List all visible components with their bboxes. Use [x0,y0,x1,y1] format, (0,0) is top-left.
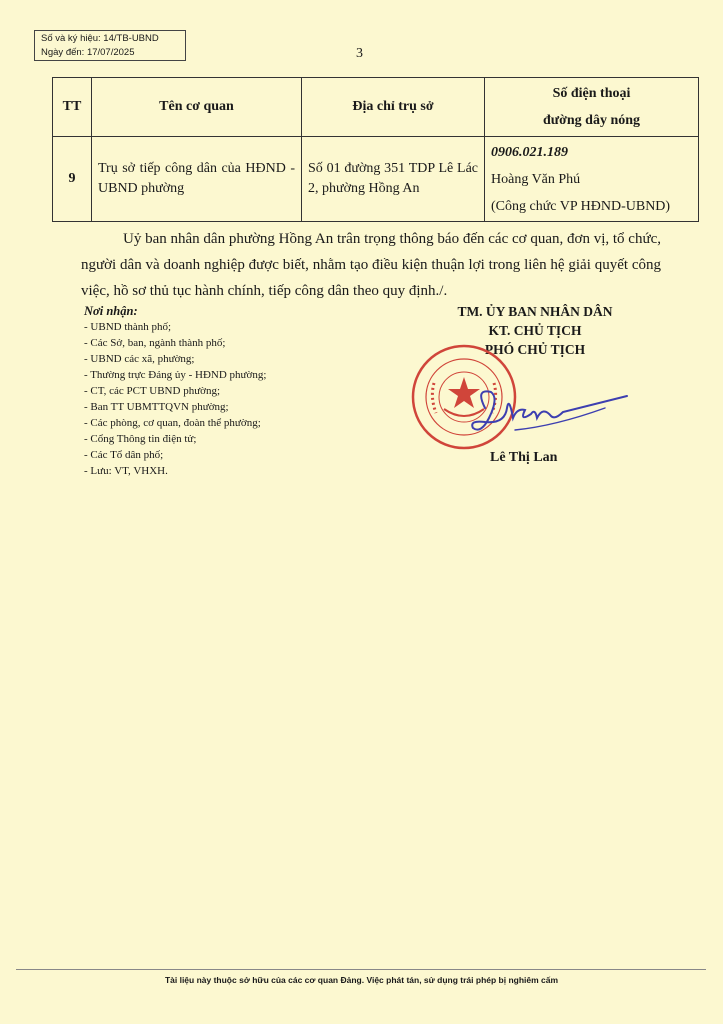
recipients-title: Nơi nhận: [84,304,138,318]
hotline-number: 0906.021.189 [491,144,568,160]
header-name: Tên cơ quan [92,78,302,137]
list-item: - UBND thành phố; [84,321,172,333]
agency-table [52,77,699,222]
received-date: Ngày đến: 17/07/2025 [41,47,135,58]
header-phone-line1: Số điện thoại [552,86,631,101]
handwritten-signature [455,378,635,448]
footer-notice: Tài liệu này thuộc sở hữu của các cơ quan Đảng. Việc phát tán, sử dụng trái phép bị nghiêm cấm [164,975,559,985]
header-tt: TT [53,78,92,137]
recipients-list [84,303,266,479]
list-item: - Các phòng, cơ quan, đoàn thể phường; [84,417,261,429]
list-item: - CT, các PCT UBND phường; [84,385,221,397]
list-item: - Lưu: VT, VHXH. [84,465,168,477]
signature-line3: PHÓ CHỦ TỊCH [484,342,586,357]
signature-line2: KT. CHỦ TỊCH [488,323,582,338]
notice-paragraph: Uỷ ban nhân dân phường Hồng An trân trọng thông báo đến các cơ quan, đơn vị, tổ chức, người dân và doanh nghiệp được biết, nhằm tạo điều kiện thuận lợi trong liên hệ giải quyết công việc, hồ sơ thủ tục hành chính, tiếp công dân theo quy định./. [81,231,661,299]
footer-divider [16,969,706,970]
list-item: - UBND các xã, phường; [84,353,195,365]
header-phone [485,78,699,137]
row-name: Trụ sở tiếp công dân của HĐND - UBND phường [92,137,302,222]
list-item: - Các Tổ dân phố; [84,449,164,461]
row-address: Số 01 đường 351 TDP Lê Lác 2, phường Hồng An [302,137,485,222]
contact-role: (Công chức VP HĐND-UBND) [491,198,671,214]
list-item: - Thường trực Đảng ủy - HĐND phường; [84,369,267,381]
table-header-row [53,78,699,137]
page-number: 3 [356,46,363,61]
header-phone-line2: đường dây nóng [542,113,641,128]
signature-line1: TM. ỦY BAN NHÂN DÂN [457,304,613,319]
row-tt: 9 [53,137,92,222]
signer-name: Lê Thị Lan [490,450,558,465]
list-item: - Ban TT UBMTTQVN phường; [84,401,229,413]
table-row [53,137,699,222]
contact-person: Hoàng Văn Phú [491,171,581,187]
received-stamp-box [34,30,186,61]
document-number: Số và ký hiệu: 14/TB-UBND [41,33,159,44]
row-phone-cell [485,137,699,222]
list-item: - Các Sở, ban, ngành thành phố; [84,337,226,349]
list-item: - Cổng Thông tin điện tử; [84,433,197,445]
header-address: Địa chỉ trụ sở [302,78,485,137]
